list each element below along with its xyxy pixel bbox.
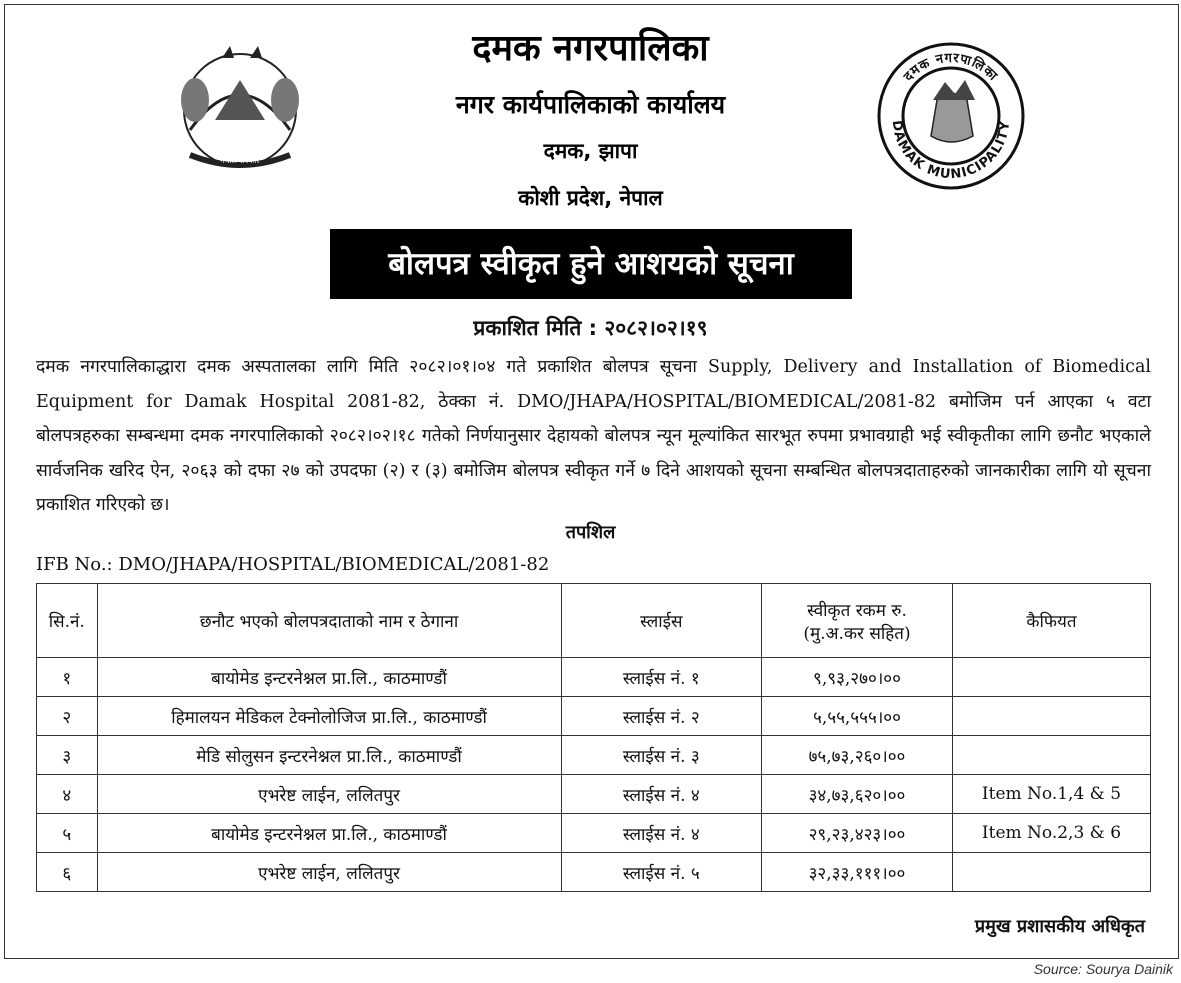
cell-remarks [952, 853, 1150, 892]
accepted-bids-table [36, 583, 1151, 892]
header-amount-line2: (मु.अ.कर सहित) [803, 623, 911, 644]
header-bidder: छनौट भएको बोलपत्रदाताको नाम र ठेगाना [97, 584, 561, 658]
emblem-caption: नेपाल सरकार [220, 156, 260, 165]
cell-bidder: मेडि सोलुसन इन्टरनेश्नल प्रा.लि., काठमाण्डौं [97, 736, 561, 775]
ifb-number: IFB No.: DMO/JHAPA/HOSPITAL/BIOMEDICAL/2081-82 [36, 554, 550, 575]
municipality-title: दमक नगरपालिका [472, 28, 709, 69]
cell-remarks: Item No.2,3 & 6 [952, 814, 1150, 853]
cell-bidder: बायोमेड इन्टरनेश्नल प्रा.लि., काठमाण्डौं [97, 814, 561, 853]
cell-sn: ४ [37, 775, 98, 814]
cell-bidder: एभरेष्ट लाईन, ललितपुर [97, 775, 561, 814]
table-row [37, 853, 1151, 892]
header-sn: सि.नं. [37, 584, 98, 658]
notice-body: दमक नगरपालिकाद्धारा दमक अस्पतालका लागि मिति २०८२।०१।०४ गते प्रकाशित बोलपत्र सूचना Supply, Delivery and Installation of Biomedical Equipment for Damak Hospital 2081-82, ठेक्का नं. DMO/JHAPA/HOSPITAL/BIOMEDICAL/2081-82 बमोजिम पर्न आएका ५ वटा बोलपत्रहरुका सम्बन्धमा दमक नगरपालिकाको २०८२।०२।१८ गतेको निर्णयानुसार देहायको बोलपत्र न्यून मूल्यांकित सारभूत रुपमा प्रभावग्राही भई स्वीकृतीका लागि छनौट भएकाले सार्वजनिक खरिद ऐन, २०६३ को दफा २७ को उपदफा (२) र (३) बमोजिम बोलपत्र स्वीकृत गर्ने ७ दिने आशयको सूचना सम्बन्धित बोलपत्रदाताहरुको जानकारीका लागि यो सूचना प्रकाशित गरिएको छ। [36, 357, 1151, 515]
province-line: कोशी प्रदेश, नेपाल [518, 186, 663, 210]
cell-amount: ५,५५,५५५।०० [762, 697, 953, 736]
table-row [37, 814, 1151, 853]
cell-slice: स्लाईस नं. ४ [561, 814, 762, 853]
cell-slice: स्लाईस नं. २ [561, 697, 762, 736]
header-slice: स्लाईस [561, 584, 762, 658]
location-line: दमक, झापा [543, 139, 638, 163]
cell-remarks [952, 697, 1150, 736]
cell-sn: १ [37, 658, 98, 697]
office-title: नगर कार्यपालिकाको कार्यालय [455, 90, 726, 119]
signature-title: प्रमुख प्रशासकीय अधिकृत [974, 916, 1145, 937]
cell-sn: २ [37, 697, 98, 736]
table-row [37, 775, 1151, 814]
cell-amount: ३२,३३,१११।०० [762, 853, 953, 892]
cell-amount: ९,९३,२७०।०० [762, 658, 953, 697]
header-amount [762, 584, 953, 658]
cell-remarks: Item No.1,4 & 5 [952, 775, 1150, 814]
cell-bidder: बायोमेड इन्टरनेश्नल प्रा.लि., काठमाण्डौं [97, 658, 561, 697]
cell-amount: ७५,७३,२६०।०० [762, 736, 953, 775]
notice-title-banner: बोलपत्र स्वीकृत हुने आशयको सूचना [330, 229, 852, 299]
cell-amount: ३४,७३,६२०।०० [762, 775, 953, 814]
cell-remarks [952, 658, 1150, 697]
cell-remarks [952, 736, 1150, 775]
source-credit: Source: Sourya Dainik [1033, 961, 1173, 977]
cell-amount: २९,२३,४२३।०० [762, 814, 953, 853]
seal-bottom-text: DAMAK MUNICIPALITY [888, 119, 1014, 183]
header-amount-line1: स्वीकृत रकम रु. [807, 600, 907, 621]
cell-slice: स्लाईस नं. ३ [561, 736, 762, 775]
table-row [37, 658, 1151, 697]
seal-top-text: दमक नगरपालिका [901, 50, 1001, 85]
cell-sn: ६ [37, 853, 98, 892]
table-row [37, 736, 1151, 775]
cell-slice: स्लाईस नं. ५ [561, 853, 762, 892]
table-header-row [37, 584, 1151, 658]
cell-bidder: एभरेष्ट लाईन, ललितपुर [97, 853, 561, 892]
cell-slice: स्लाईस नं. ४ [561, 775, 762, 814]
cell-sn: ५ [37, 814, 98, 853]
header-remarks: कैफियत [952, 584, 1150, 658]
cell-slice: स्लाईस नं. १ [561, 658, 762, 697]
published-date: प्रकाशित मिति : २०८२।०२।१९ [473, 316, 708, 340]
schedule-heading: तपशिल [565, 522, 616, 543]
table-row [37, 697, 1151, 736]
cell-bidder: हिमालयन मेडिकल टेक्नोलोजिज प्रा.लि., काठमाण्डौं [97, 697, 561, 736]
cell-sn: ३ [37, 736, 98, 775]
